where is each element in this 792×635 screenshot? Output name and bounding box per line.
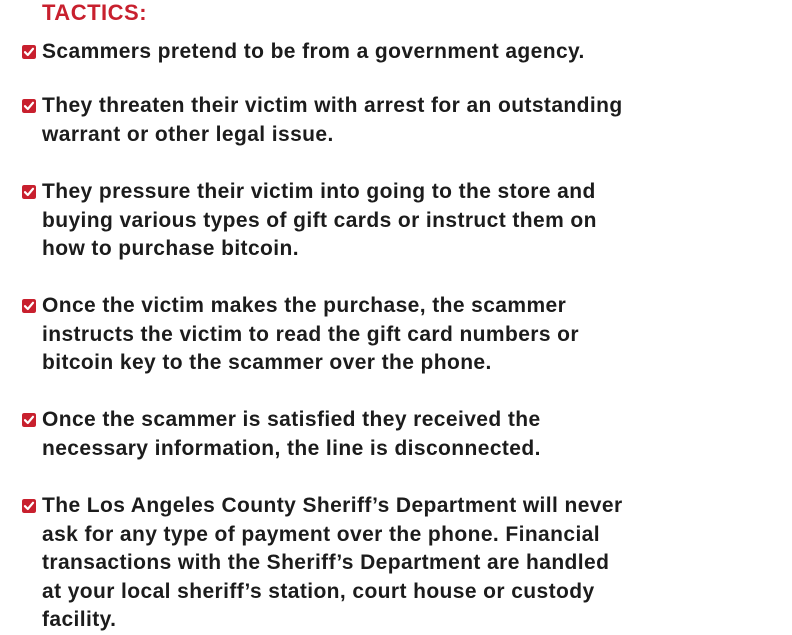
checkbox-checked-icon: [22, 99, 36, 113]
checkbox-checked-icon: [22, 499, 36, 513]
checkbox-checked-icon: [22, 185, 36, 199]
list-item-text: They pressure their victim into going to the store and buying various types of gift cards or instruct them on how to purchase bitcoin.: [42, 180, 597, 260]
checkbox-checked-icon: [22, 413, 36, 427]
section-heading: TACTICS:: [42, 0, 148, 25]
list-item-text: Once the scammer is satisfied they received the necessary information, the line is disconnected.: [42, 408, 541, 460]
list-item-text: Once the victim makes the purchase, the scammer instructs the victim to read the gift card numbers or bitcoin key to the scammer over the phone.: [42, 294, 579, 374]
list-item-text: They threaten their victim with arrest for an outstanding warrant or other legal issue.: [42, 94, 623, 146]
list-item-text: The Los Angeles County Sheriff’s Department will never ask for any type of payment over the phone. Financial transactions with the Sheriff’s Department are handled at your local sheriff’s station, court house or custody facility.: [42, 494, 623, 631]
list-item-text: Scammers pretend to be from a government agency.: [42, 40, 585, 63]
checkbox-checked-icon: [22, 45, 36, 59]
checkbox-checked-icon: [22, 299, 36, 313]
